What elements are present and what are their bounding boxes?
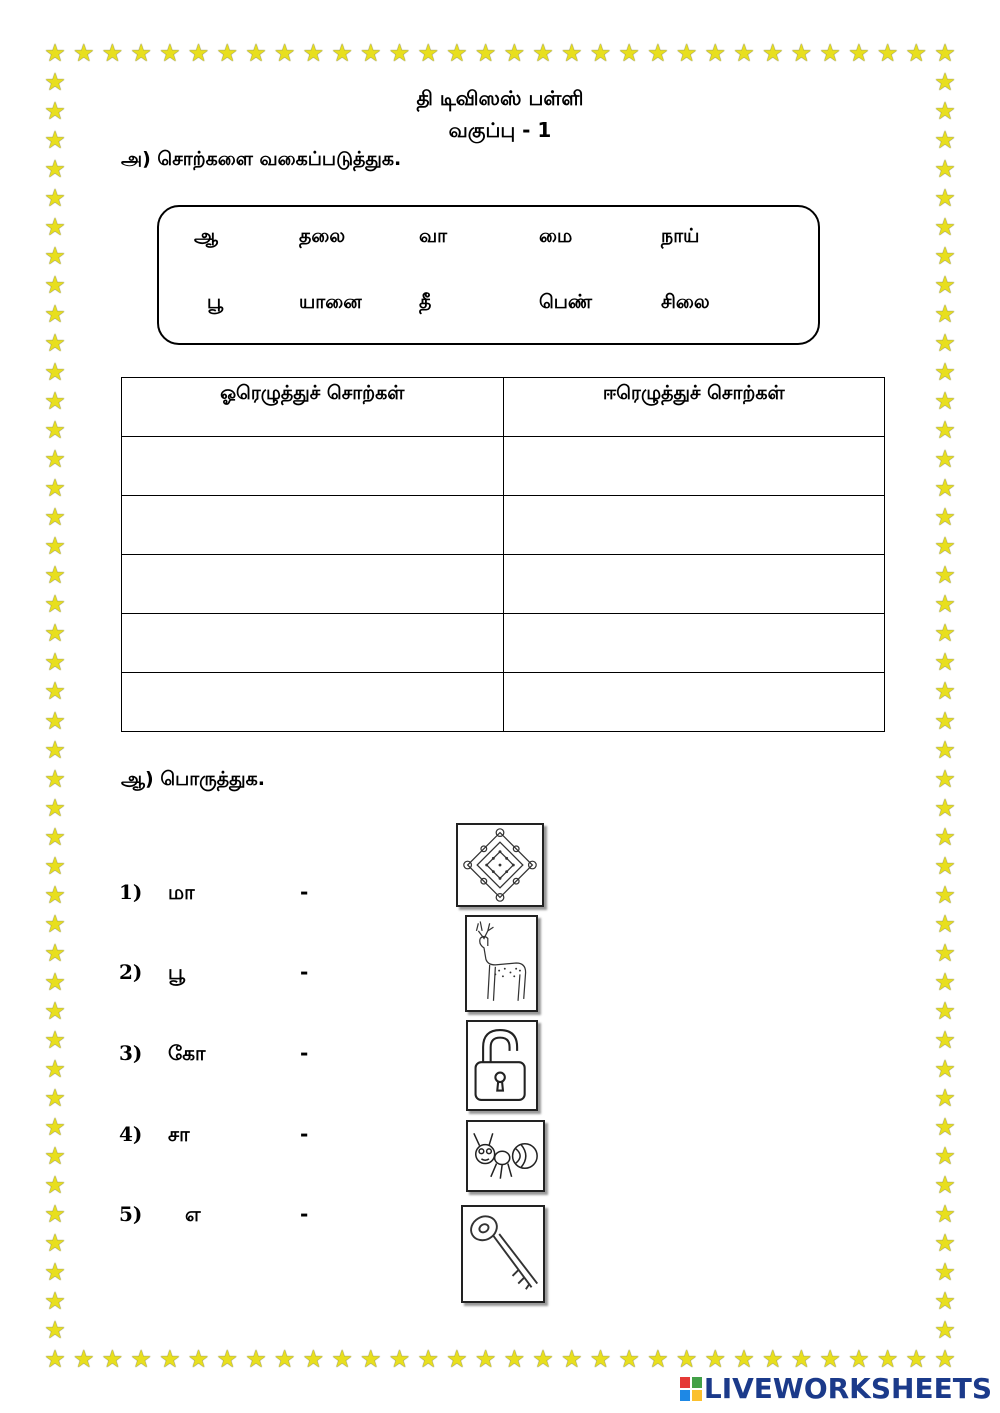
- star-decoration-icon: ★: [44, 1228, 66, 1257]
- star-decoration-icon: ★: [934, 213, 956, 242]
- match-dash: -: [300, 960, 309, 984]
- star-decoration-icon: ★: [44, 445, 66, 474]
- answer-cell[interactable]: [122, 496, 504, 555]
- star-decoration-icon: ★: [761, 1345, 784, 1373]
- match-dash: -: [300, 1041, 309, 1065]
- star-decoration-icon: ★: [761, 39, 784, 67]
- star-decoration-icon: ★: [934, 1083, 956, 1112]
- star-decoration-icon: ★: [273, 1345, 296, 1373]
- star-decoration-icon: ★: [503, 39, 526, 67]
- star-decoration-icon: ★: [302, 39, 325, 67]
- table-row: [122, 614, 885, 673]
- star-decoration-icon: ★: [44, 1025, 66, 1054]
- star-decoration-icon: ★: [72, 1345, 95, 1373]
- star-decoration-icon: ★: [934, 793, 956, 822]
- column-header-two-letter: ஈரெழுத்துச் சொற்கள்: [503, 378, 885, 437]
- star-decoration-icon: ★: [44, 851, 66, 880]
- word-item: வா: [419, 225, 448, 247]
- star-decoration-icon: ★: [934, 677, 956, 706]
- match-word[interactable]: சா: [168, 1122, 190, 1146]
- star-decoration-icon: ★: [819, 1345, 841, 1373]
- table-row: [122, 673, 885, 732]
- star-decoration-icon: ★: [733, 1345, 755, 1373]
- star-decoration-icon: ★: [44, 474, 66, 503]
- star-decoration-icon: ★: [44, 39, 66, 67]
- match-dash: -: [300, 1202, 309, 1226]
- star-decoration-icon: ★: [302, 1345, 325, 1373]
- star-decoration-icon: ★: [561, 39, 583, 67]
- brand-logo: [680, 1372, 992, 1405]
- star-decoration-icon: ★: [934, 358, 956, 387]
- word-item: பெண்: [539, 291, 593, 313]
- star-decoration-icon: ★: [44, 561, 66, 590]
- star-decoration-icon: ★: [934, 1199, 956, 1228]
- star-decoration-icon: ★: [360, 1345, 382, 1373]
- table-row: [122, 555, 885, 614]
- star-decoration-icon: ★: [417, 1345, 439, 1373]
- star-decoration-icon: ★: [876, 1345, 899, 1373]
- star-decoration-icon: ★: [44, 822, 66, 851]
- star-decoration-icon: ★: [503, 1345, 526, 1373]
- star-decoration-icon: ★: [790, 1345, 813, 1373]
- match-dash: -: [300, 1122, 309, 1146]
- star-decoration-icon: ★: [934, 532, 956, 561]
- star-decoration-icon: ★: [159, 1345, 181, 1373]
- answer-cell[interactable]: [122, 614, 504, 673]
- school-title: தி டிவிஸஸ் பள்ளி: [416, 86, 584, 110]
- answer-cell[interactable]: [503, 437, 885, 496]
- star-decoration-icon: ★: [704, 1345, 727, 1373]
- star-decoration-icon: ★: [273, 39, 296, 67]
- star-decoration-icon: ★: [934, 68, 956, 97]
- star-decoration-icon: ★: [934, 880, 956, 909]
- star-decoration-icon: ★: [44, 909, 66, 938]
- star-decoration-icon: ★: [44, 387, 66, 416]
- star-decoration-icon: ★: [934, 1315, 956, 1344]
- match-dash: -: [300, 880, 309, 904]
- star-decoration-icon: ★: [44, 184, 66, 213]
- star-decoration-icon: ★: [216, 1345, 238, 1373]
- star-decoration-icon: ★: [848, 1345, 870, 1373]
- word-item: தீ: [419, 291, 432, 313]
- star-decoration-icon: ★: [44, 1286, 66, 1315]
- star-decoration-icon: ★: [934, 1228, 956, 1257]
- item-number: 5): [119, 1202, 143, 1226]
- star-decoration-icon: ★: [44, 764, 66, 793]
- answer-cell[interactable]: [122, 673, 504, 732]
- star-decoration-icon: ★: [44, 677, 66, 706]
- star-decoration-icon: ★: [130, 1345, 152, 1373]
- star-decoration-icon: ★: [44, 1054, 66, 1083]
- key-image[interactable]: [461, 1205, 545, 1303]
- star-decoration-icon: ★: [44, 996, 66, 1025]
- sorting-table: [121, 377, 885, 732]
- star-decoration-icon: ★: [848, 39, 870, 67]
- brand-text: LIVEWORKSHEETS: [703, 1372, 992, 1405]
- star-decoration-icon: ★: [675, 1345, 698, 1373]
- word-item: ஆ: [194, 225, 219, 247]
- table-header-row: [122, 378, 885, 437]
- star-decoration-icon: ★: [360, 39, 382, 67]
- star-decoration-icon: ★: [934, 619, 956, 648]
- item-number: 3): [119, 1041, 143, 1065]
- star-decoration-icon: ★: [44, 1083, 66, 1112]
- word-item: தலை: [299, 225, 346, 247]
- star-decoration-icon: ★: [101, 39, 124, 67]
- match-word[interactable]: மா: [168, 880, 195, 904]
- word-item: சிலை: [661, 291, 710, 313]
- grade-label: வகுப்பு - 1: [448, 118, 552, 142]
- star-decoration-icon: ★: [934, 561, 956, 590]
- answer-cell[interactable]: [122, 437, 504, 496]
- star-decoration-icon: ★: [905, 1345, 928, 1373]
- star-decoration-icon: ★: [44, 1141, 66, 1170]
- star-decoration-icon: ★: [101, 1345, 124, 1373]
- star-decoration-icon: ★: [44, 1199, 66, 1228]
- star-decoration-icon: ★: [44, 1257, 66, 1286]
- star-decoration-icon: ★: [532, 1345, 554, 1373]
- star-decoration-icon: ★: [905, 39, 928, 67]
- star-decoration-icon: ★: [44, 1170, 66, 1199]
- table-row: [122, 496, 885, 555]
- ant-image[interactable]: [466, 1120, 545, 1192]
- answer-cell[interactable]: [503, 614, 885, 673]
- star-decoration-icon: ★: [589, 39, 612, 67]
- item-number: 1): [119, 880, 143, 904]
- star-decoration-icon: ★: [934, 474, 956, 503]
- star-decoration-icon: ★: [934, 184, 956, 213]
- star-decoration-icon: ★: [44, 271, 66, 300]
- table-row: [122, 437, 885, 496]
- match-word[interactable]: கோ: [168, 1041, 206, 1065]
- star-decoration-icon: ★: [934, 1257, 956, 1286]
- star-decoration-icon: ★: [647, 39, 669, 67]
- star-decoration-icon: ★: [876, 39, 899, 67]
- star-decoration-icon: ★: [934, 1025, 956, 1054]
- star-decoration-icon: ★: [934, 1345, 956, 1373]
- star-decoration-icon: ★: [733, 39, 755, 67]
- star-decoration-icon: ★: [44, 880, 66, 909]
- deer-image[interactable]: [465, 915, 538, 1012]
- star-decoration-icon: ★: [934, 155, 956, 184]
- star-decoration-icon: ★: [647, 1345, 669, 1373]
- star-decoration-icon: ★: [934, 1286, 956, 1315]
- star-decoration-icon: ★: [44, 97, 66, 126]
- star-decoration-icon: ★: [934, 590, 956, 619]
- star-decoration-icon: ★: [934, 126, 956, 155]
- star-decoration-icon: ★: [44, 706, 66, 735]
- star-decoration-icon: ★: [44, 938, 66, 967]
- star-decoration-icon: ★: [331, 39, 353, 67]
- word-item: யானை: [299, 291, 362, 313]
- word-item: மை: [539, 225, 573, 247]
- star-decoration-icon: ★: [44, 155, 66, 184]
- answer-cell[interactable]: [122, 555, 504, 614]
- star-decoration-icon: ★: [187, 39, 210, 67]
- star-decoration-icon: ★: [675, 39, 698, 67]
- star-decoration-icon: ★: [44, 735, 66, 764]
- star-decoration-icon: ★: [934, 97, 956, 126]
- star-decoration-icon: ★: [474, 1345, 497, 1373]
- star-decoration-icon: ★: [934, 909, 956, 938]
- answer-cell[interactable]: [503, 496, 885, 555]
- star-decoration-icon: ★: [216, 39, 238, 67]
- word-item: நாய்: [661, 225, 700, 247]
- star-decoration-icon: ★: [187, 1345, 210, 1373]
- answer-cell[interactable]: [503, 555, 885, 614]
- star-decoration-icon: ★: [44, 503, 66, 532]
- star-decoration-icon: ★: [934, 503, 956, 532]
- star-decoration-icon: ★: [934, 706, 956, 735]
- star-decoration-icon: ★: [819, 39, 841, 67]
- match-word[interactable]: பூ: [168, 960, 185, 984]
- word-box: [157, 205, 820, 345]
- star-decoration-icon: ★: [245, 1345, 267, 1373]
- star-decoration-icon: ★: [934, 1141, 956, 1170]
- match-word[interactable]: எ: [185, 1202, 201, 1226]
- star-decoration-icon: ★: [934, 648, 956, 677]
- section-b-instruction: ஆ) பொருத்துக.: [121, 768, 266, 790]
- star-decoration-icon: ★: [44, 300, 66, 329]
- star-decoration-icon: ★: [618, 39, 640, 67]
- star-decoration-icon: ★: [934, 822, 956, 851]
- star-decoration-icon: ★: [934, 39, 956, 67]
- star-decoration-icon: ★: [934, 967, 956, 996]
- star-decoration-icon: ★: [934, 764, 956, 793]
- star-decoration-icon: ★: [44, 532, 66, 561]
- star-decoration-icon: ★: [72, 39, 95, 67]
- star-decoration-icon: ★: [245, 39, 267, 67]
- section-a-instruction: அ) சொற்களை வகைப்படுத்துக.: [121, 148, 402, 170]
- star-decoration-icon: ★: [532, 39, 554, 67]
- star-decoration-icon: ★: [388, 1345, 411, 1373]
- star-decoration-icon: ★: [44, 1345, 66, 1373]
- kolam-pattern-image[interactable]: [456, 823, 544, 907]
- star-decoration-icon: ★: [44, 793, 66, 822]
- star-decoration-icon: ★: [331, 1345, 353, 1373]
- star-decoration-icon: ★: [934, 329, 956, 358]
- star-decoration-icon: ★: [44, 967, 66, 996]
- star-decoration-icon: ★: [934, 735, 956, 764]
- star-decoration-icon: ★: [934, 1112, 956, 1141]
- star-decoration-icon: ★: [474, 39, 497, 67]
- star-decoration-icon: ★: [446, 1345, 468, 1373]
- column-header-one-letter: ஓரெழுத்துச் சொற்கள்: [122, 378, 504, 437]
- star-decoration-icon: ★: [934, 851, 956, 880]
- star-decoration-icon: ★: [44, 590, 66, 619]
- star-decoration-icon: ★: [388, 39, 411, 67]
- star-decoration-icon: ★: [44, 1315, 66, 1344]
- star-decoration-icon: ★: [790, 39, 813, 67]
- padlock-image[interactable]: [466, 1020, 538, 1111]
- star-decoration-icon: ★: [44, 648, 66, 677]
- star-decoration-icon: ★: [417, 39, 439, 67]
- brand-icon: [680, 1375, 702, 1399]
- star-decoration-icon: ★: [589, 1345, 612, 1373]
- star-decoration-icon: ★: [44, 329, 66, 358]
- word-item: பூ: [207, 291, 224, 313]
- star-decoration-icon: ★: [704, 39, 727, 67]
- star-decoration-icon: ★: [44, 68, 66, 97]
- star-decoration-icon: ★: [934, 1170, 956, 1199]
- star-decoration-icon: ★: [44, 126, 66, 155]
- star-decoration-icon: ★: [44, 416, 66, 445]
- star-decoration-icon: ★: [934, 938, 956, 967]
- item-number: 4): [119, 1122, 143, 1146]
- item-number: 2): [119, 960, 143, 984]
- star-decoration-icon: ★: [934, 387, 956, 416]
- star-decoration-icon: ★: [934, 271, 956, 300]
- answer-cell[interactable]: [503, 673, 885, 732]
- star-decoration-icon: ★: [44, 1112, 66, 1141]
- star-decoration-icon: ★: [561, 1345, 583, 1373]
- star-decoration-icon: ★: [130, 39, 152, 67]
- star-decoration-icon: ★: [618, 1345, 640, 1373]
- star-decoration-icon: ★: [934, 416, 956, 445]
- star-decoration-icon: ★: [44, 358, 66, 387]
- star-decoration-icon: ★: [44, 619, 66, 648]
- star-decoration-icon: ★: [934, 996, 956, 1025]
- star-decoration-icon: ★: [934, 242, 956, 271]
- star-decoration-icon: ★: [44, 213, 66, 242]
- star-decoration-icon: ★: [159, 39, 181, 67]
- star-decoration-icon: ★: [446, 39, 468, 67]
- star-decoration-icon: ★: [44, 242, 66, 271]
- star-decoration-icon: ★: [934, 300, 956, 329]
- star-decoration-icon: ★: [934, 445, 956, 474]
- star-decoration-icon: ★: [934, 1054, 956, 1083]
